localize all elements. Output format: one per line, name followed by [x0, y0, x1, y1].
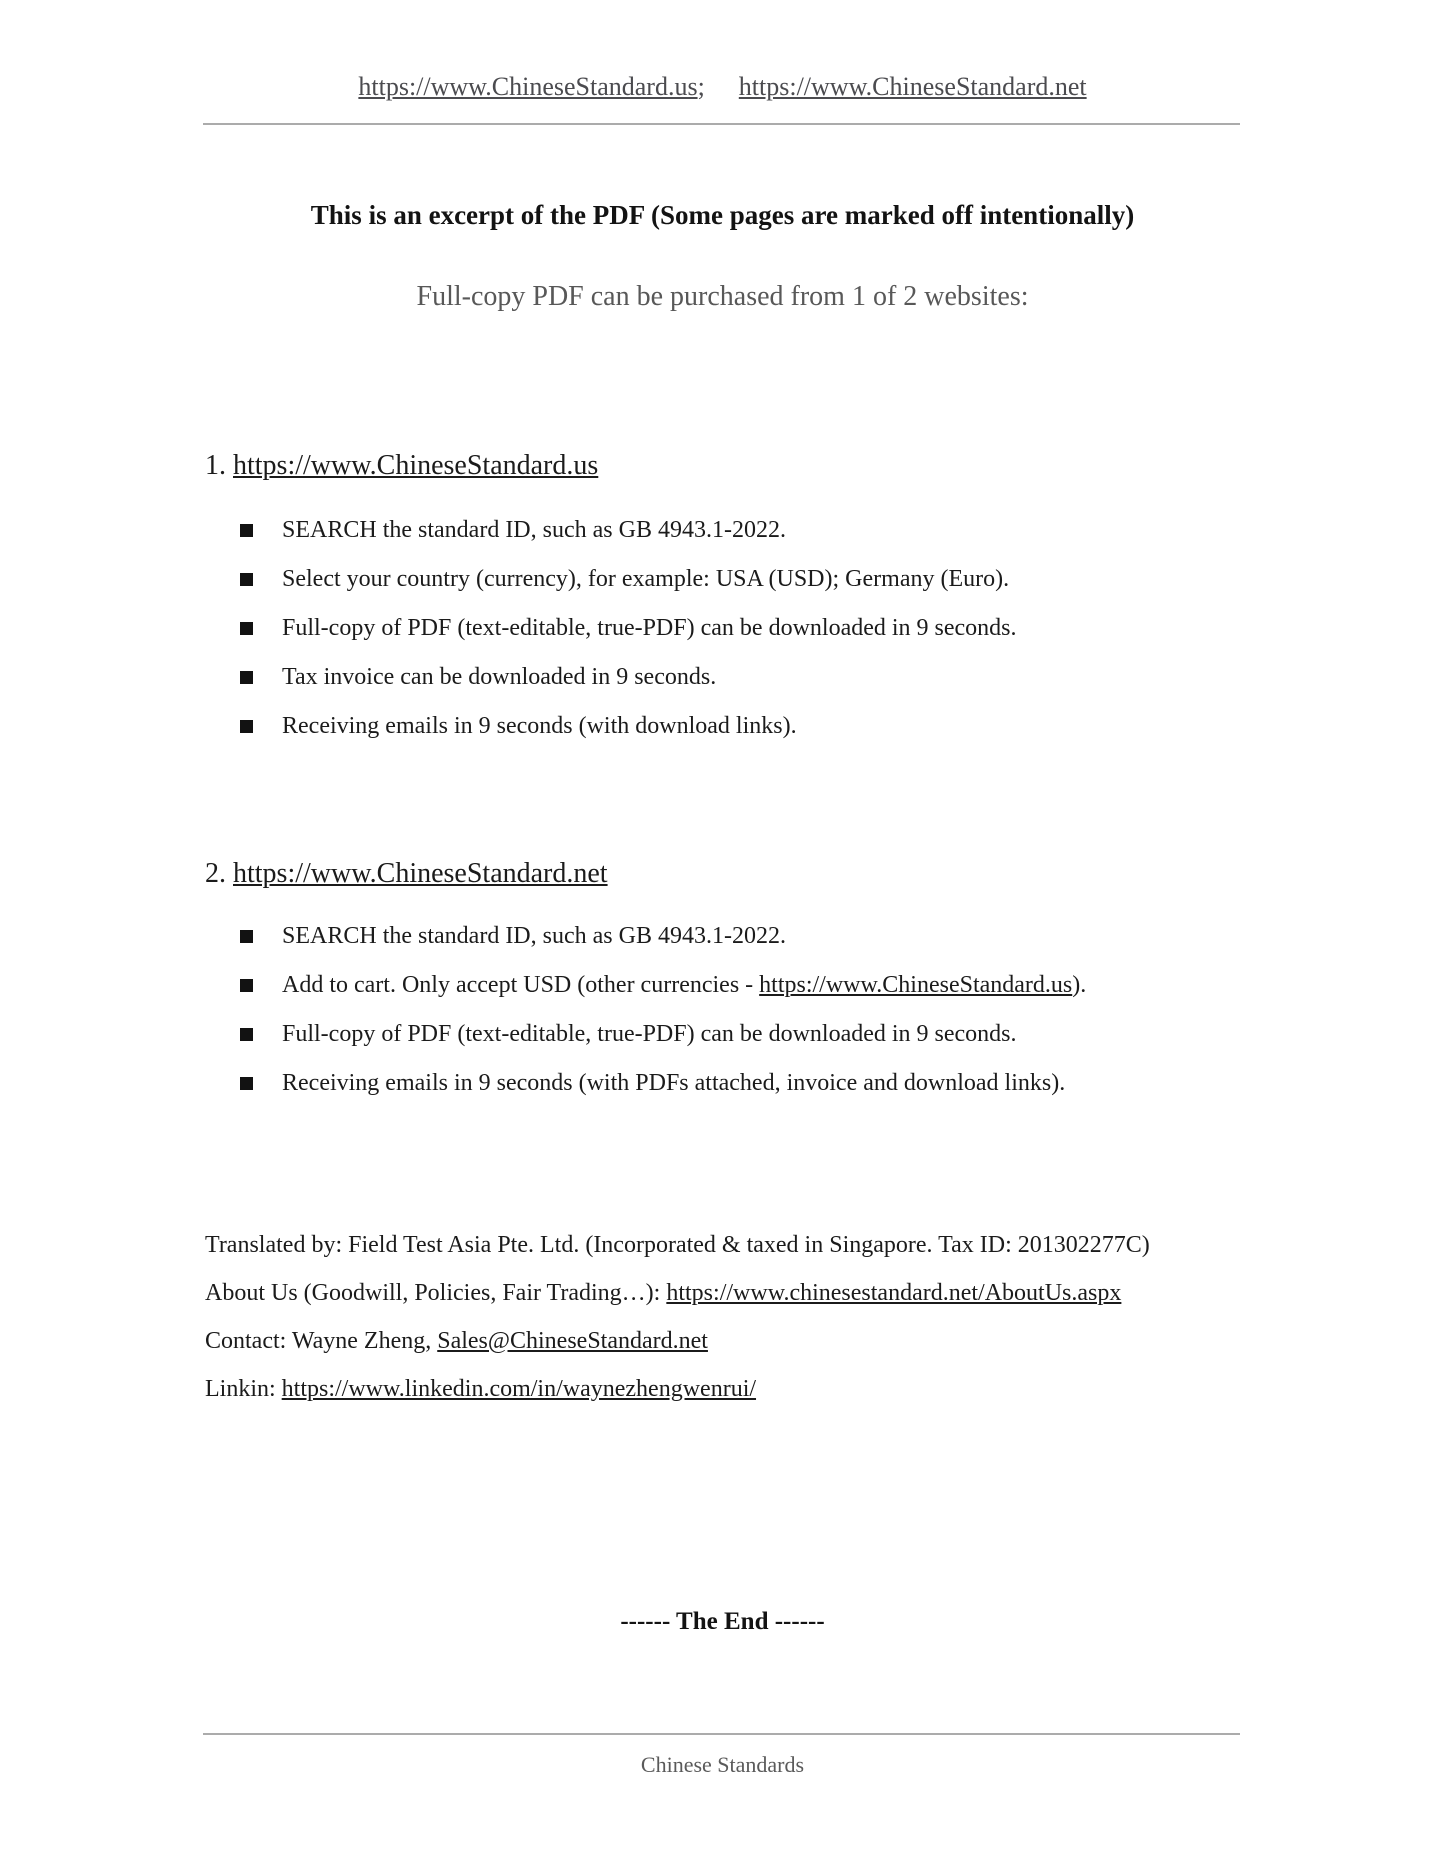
contact-line [205, 1317, 1150, 1365]
list-item [240, 506, 1017, 555]
about-block [205, 1221, 1150, 1413]
list-item-pre: Select your country (currency), for example: USA (USD); Germany (Euro). [282, 566, 1010, 592]
list-item-post: ). [1072, 972, 1087, 998]
list-item-text [282, 664, 716, 691]
list-item-inline-link[interactable]: https://www.ChineseStandard.us [759, 972, 1073, 998]
about-us-line [205, 1269, 1150, 1317]
linkedin-link[interactable]: https://www.linkedin.com/in/waynezhengwenrui/ [281, 1375, 757, 1402]
list-item [240, 604, 1017, 653]
list-item-text [282, 566, 1009, 593]
about-us-text: About Us (Goodwill, Policies, Fair Trading…): [205, 1279, 667, 1306]
about-us-link[interactable]: https://www.chinesestandard.net/AboutUs.aspx [666, 1279, 1122, 1306]
bullet-square-icon [240, 573, 253, 586]
list-item [240, 555, 1017, 604]
bullet-square-icon [240, 1077, 253, 1090]
bullet-square-icon [240, 1028, 253, 1041]
contact-email-link[interactable]: Sales@ChineseStandard.net [437, 1327, 708, 1354]
bullet-square-icon [240, 930, 253, 943]
bullet-square-icon [240, 622, 253, 635]
contact-text: Contact: Wayne Zheng, [205, 1327, 438, 1354]
list-item-text [282, 1021, 1017, 1048]
translated-by-text: Translated by: Field Test Asia Pte. Ltd. (Incorporated & taxed in Singapore. Tax ID: 201302277C) [205, 1231, 1150, 1258]
section-2-heading [205, 858, 608, 890]
section-2-link[interactable]: https://www.ChineseStandard.net [233, 858, 608, 889]
section-2-number: 2. [205, 858, 233, 889]
linkedin-text: Linkin: [205, 1375, 282, 1402]
header-separator: ; [697, 72, 705, 101]
list-item-text [282, 517, 786, 544]
list-item-pre: Receiving emails in 9 seconds (with download links). [282, 713, 797, 739]
list-item [240, 1010, 1086, 1059]
footer-text: Chinese Standards [640, 1752, 805, 1777]
footer-divider [203, 1733, 1240, 1735]
linkedin-line [205, 1365, 1150, 1413]
header-link-chinesestandard-net[interactable]: https://www.ChineseStandard.net [738, 72, 1087, 101]
list-item [240, 912, 1086, 961]
section-1-number: 1. [205, 450, 233, 481]
header-divider [203, 123, 1240, 125]
section-1-link[interactable]: https://www.ChineseStandard.us [233, 450, 599, 481]
bullet-square-icon [240, 979, 253, 992]
page-subtitle: Full-copy PDF can be purchased from 1 of 2 websites: [416, 281, 1029, 312]
list-item [240, 653, 1017, 702]
end-marker: ------ The End ------ [620, 1608, 825, 1635]
list-item [240, 1059, 1086, 1108]
list-item [240, 702, 1017, 751]
list-item-pre: Full-copy of PDF (text-editable, true-PDF) can be downloaded in 9 seconds. [282, 615, 1017, 641]
list-item-pre: Add to cart. Only accept USD (other currencies - [282, 972, 760, 998]
list-item-pre: SEARCH the standard ID, such as GB 4943.1-2022. [282, 923, 786, 949]
section-2-list [240, 912, 1086, 1108]
section-1-heading [205, 450, 598, 482]
list-item-pre: Full-copy of PDF (text-editable, true-PDF) can be downloaded in 9 seconds. [282, 1021, 1017, 1047]
bullet-square-icon [240, 671, 253, 684]
bullet-square-icon [240, 720, 253, 733]
list-item [240, 961, 1086, 1010]
list-item-text [282, 923, 786, 950]
translated-by-line [205, 1221, 1150, 1269]
list-item-pre: Receiving emails in 9 seconds (with PDFs attached, invoice and download links). [282, 1070, 1066, 1096]
list-item-text [282, 615, 1017, 642]
page-header [0, 72, 1445, 102]
list-item-text [282, 1070, 1065, 1097]
list-item-pre: SEARCH the standard ID, such as GB 4943.1-2022. [282, 517, 786, 543]
list-item-pre: Tax invoice can be downloaded in 9 seconds. [282, 664, 717, 690]
page-title: This is an excerpt of the PDF (Some pages are marked off intentionally) [310, 200, 1135, 230]
section-1-list [240, 506, 1017, 751]
list-item-text [282, 713, 797, 740]
list-item-text [282, 972, 1086, 999]
header-link-chinesestandard-us[interactable]: https://www.ChineseStandard.us [358, 72, 698, 101]
bullet-square-icon [240, 524, 253, 537]
